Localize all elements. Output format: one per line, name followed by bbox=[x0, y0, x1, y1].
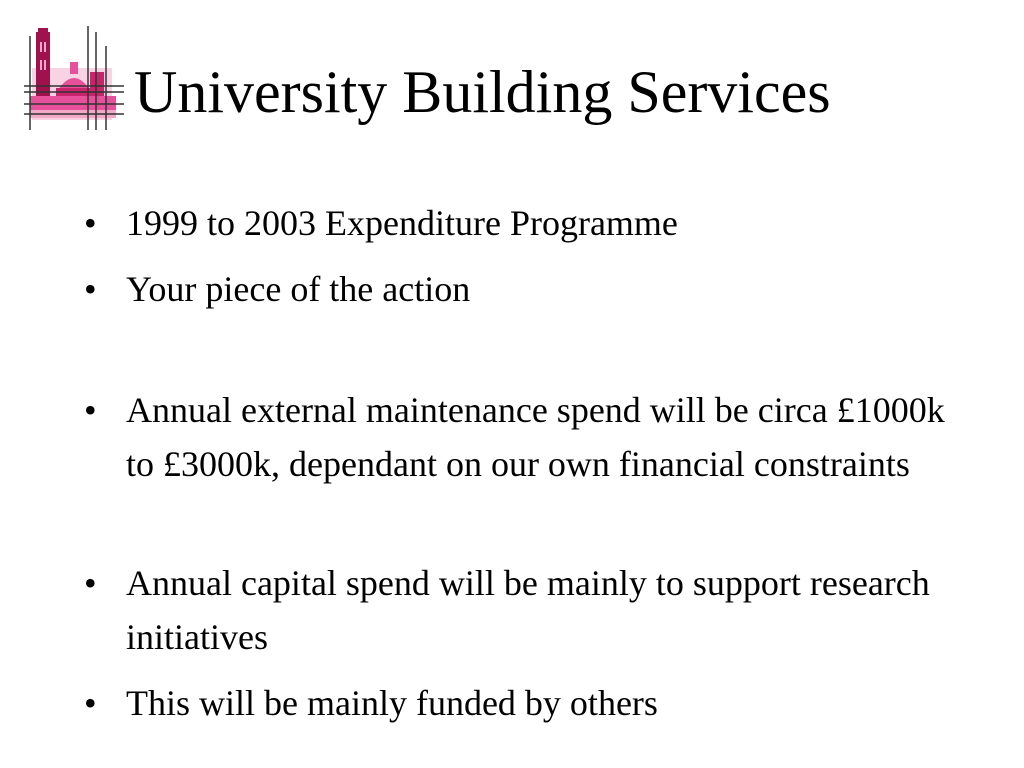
bullet-marker: • bbox=[84, 683, 97, 723]
bullet-marker: • bbox=[84, 269, 97, 309]
bullet-text: This will be mainly funded by others bbox=[126, 683, 658, 723]
bullet-marker: • bbox=[84, 390, 97, 430]
bullet-item bbox=[84, 556, 964, 664]
bullet-item bbox=[84, 383, 964, 491]
university-building-logo-icon bbox=[24, 26, 124, 130]
bullet-text: Annual capital spend will be mainly to support research initiatives bbox=[126, 563, 930, 657]
slide-title: University Building Services bbox=[134, 59, 831, 125]
bullet-marker: • bbox=[84, 563, 97, 603]
bullet-item bbox=[84, 262, 964, 316]
bullet-text: Annual external maintenance spend will be circa £1000k to £3000k, dependant on our own financial constraints bbox=[126, 390, 945, 484]
bullet-item bbox=[84, 196, 964, 250]
bullet-text: Your piece of the action bbox=[126, 269, 471, 309]
bullet-marker: • bbox=[84, 203, 97, 243]
bullet-text: 1999 to 2003 Expenditure Programme bbox=[126, 203, 678, 243]
bullet-item bbox=[84, 676, 964, 730]
